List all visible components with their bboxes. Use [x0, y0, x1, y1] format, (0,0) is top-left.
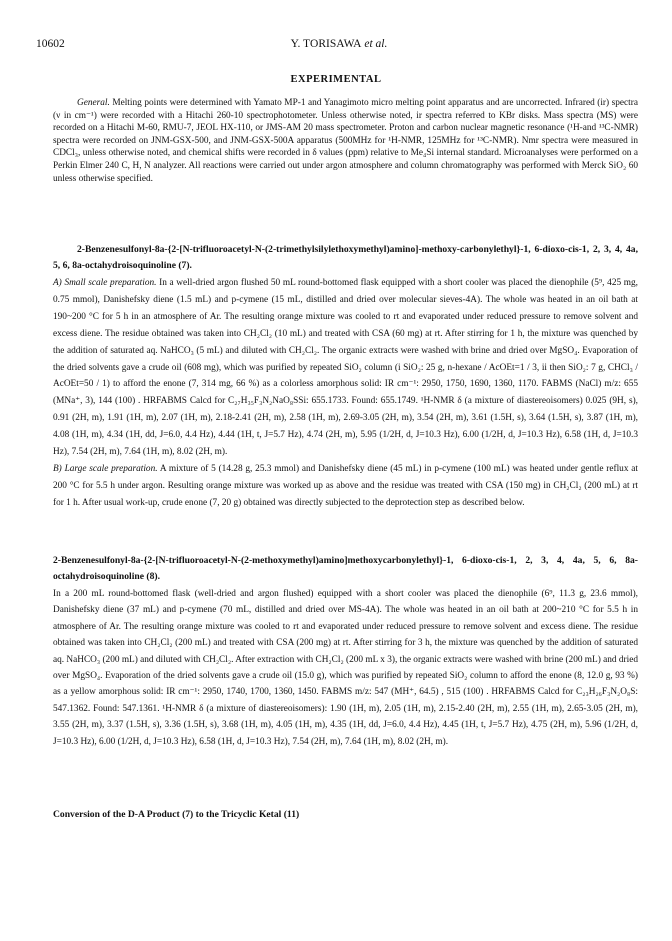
running-head	[36, 38, 642, 52]
author-running-head	[36, 38, 642, 50]
author-suffix: et al.	[361, 38, 388, 50]
general-text: Melting points were determined with Yamato MP-1 and Yanagimoto micro melting point apparatus and are uncorrected. Infrared (ir) spectra (ν in cm⁻¹) were recorded with a Hitachi 260-10 spectrophotometer. Unless otherwise noted, ir spectra referred to KBr disks. Mass spectra (MS) were recorded on a Hitachi M-60, RMU-7, JEOL HX-110, or JMS-AM 20 mass spectrometer. Proton and carbon nuclear magnetic resonance (¹H-and ¹³C-NMR) spectra were recorded on JNM-GSX-500, and JNM-GSX-500A apparatus (500MHz for ¹H-NMR, 125MHz for ¹³C-NMR). Nmr spectra were measured in CDCl₃, unless otherwise noted, and chemical shifts were recorded in δ values (ppm) relative to Me₄Si internal standard. Microanalyses were performed on a Perkin Elmer 240 C, H, N analyzer. All reactions were carried out under argon atmosphere and column chromatography was performed with Merck SiO₂ 60 unless otherwise specified.	[53, 98, 638, 184]
author-prefix: Y. T	[290, 38, 311, 50]
compound-8-procedure: In a 200 mL round-bottomed flask (well-dried and argon flushed) equipped with a short cooler was placed the dienophile (6⁹, 11.3 g, 23.6 mmol), Danishefsky diene (37 mL) and p-cymene (70 mL, distilled and dried over MS-4A). The whole was heated in an oil bath at 200~210 °C for 5.5 h in atmosphere of Ar. The resulting orange mixture was cooled to rt and evaporated under reduced pressure to remove solvent and excess diene. The residue obtained was taken into CH₂Cl₂ (200 mL) and treated with CSA (200 mg) at rt. After stirring for 3 h, the mixture was quenched by the addition of saturated aq. NaHCO₃ (200 mL) and diluted with CH₂Cl₂. After extraction with CH₂Cl₂ (200 mL x 3), the organic extracts were washed with brine (200 mL) and dried over MgSO₄. Evaporation of the dried solvents gave a crude oil (15.0 g), which was purified by repeated SiO₂ column to afford the enone (8, 12.0 g, 93 %) as a yellow amorphous solid: IR cm⁻¹: 2950, 1740, 1700, 1360, 1450. FABMS m/z: 547 (MH⁺, 64.5) , 515 (100) . HRFABMS Calcd for C₂₃H₂₆F₃N₂O₈S: 547.1362. Found: 547.1361. ¹H-NMR δ (a mixture of diastereoisomers): 1.90 (1H, m), 2.05 (1H, m), 2.15-2.40 (2H, m), 2.55 (1H, m), 2.65-3.05 (2H, m), 3.55 (2H, m), 3.37 (1.5H, s), 3.36 (1.5H, s), 3.68 (1H, m), 4.05 (1H, m), 4.35 (1H, dd, J=6.0, 4.4 Hz), 4.45 (1H, t, J=5.7 Hz), 4.75 (2H, m), 5.96 (1/2H, d, J=10.3 Hz), 6.00 (1/2H, d, J=10.3 Hz), 6.58 (1H, d, J=10.3 Hz), 7.54 (2H, m), 7.64 (1H, m), 8.02 (2H, m).	[53, 589, 638, 747]
compound-7-heading: 2-Benzenesulfonyl-8a-{2-[N-trifluoroacetyl-N-(2-trimethylsilylethoxymethyl)amino]-methoxy-carbonylethyl}-1, 6-dioxo-cis-1, 2, 3, 4, 4a, 5, 6, 8a-octahydroisoquinoline (7).	[53, 244, 638, 271]
small-scale-text: In a well-dried argon flushed 50 mL round-bottomed flask equipped with a short cooler was placed the dienophile (5⁹, 425 mg, 0.75 mmol), Danishefsky diene (1.5 mL) and p-cymene (15 mL, distilled and dried over molecular sieves-4A). The whole was heated in an oil bath at 190~200 °C for 5 h in an atmosphere of Ar. The resulting orange mixture was cooled to rt and evaporated under reduced pressure to remove solvent and excess diene. The residue obtained was taken into CH₂Cl₂ (10 mL) and treated with CSA (60 mg) at rt. After stirring for 1 h, the mixture was quenched by the addition of saturated aq. NaHCO₃ (5 mL) and diluted with CH₂Cl₂. The organic extracts were washed with brine and dried over MgSO₄. Evaporation of the dried solvents gave a crude oil (608 mg), which was purified by repeated SiO₂ column (i SiO₂: 25 g, n-hexane / AcOEt=1 / 3, ii then SiO₂: 7 g, CHCl₃ / AcOEt=50 / 1) to afford the enone (7, 314 mg, 66 %) as a colorless amorphous solid: IR cm⁻¹: 2950, 1750, 1690, 1360, 1170. FABMS (NaCl) m/z: 655 (MNa⁺, 3), 144 (100) . HRFABMS Calcd for C₂₇H₃₅F₃N₂NaO₈SSi: 655.1733. Found: 655.1749. ¹H-NMR δ (a mixture of diastereoisomers) 0.025 (9H, s), 0.91 (2H, m), 1.91 (1H, m), 2.07 (1H, m), 2.18-2.41 (2H, m), 2.58 (1H, m), 2.69-3.05 (2H, m), 3.54 (2H, m), 3.61 (1.5H, s), 3.64 (1.5H, s), 3.87 (1H, m), 4.08 (1H, m), 4.34 (1H, dd, J=6.0, 4.4 Hz), 4.44 (1H, t, J=5.7 Hz), 4.74 (2H, m), 5.95 (1/2H, d, J=10.3 Hz), 6.00 (1/2H, d, J=10.3 Hz), 6.58 (1H, d, J=10.3 Hz), 7.54 (2H, m), 7.64 (1H, m), 8.02 (2H, m).	[53, 278, 638, 458]
large-scale-lead: B) Large scale preparation.	[53, 463, 158, 474]
small-scale-lead: A) Small scale preparation.	[53, 278, 157, 288]
compound-8-heading: 2-Benzenesulfonyl-8a-{2-[N-trifluoroacetyl-N-(2-methoxymethyl)amino]methoxycarbonylethyl}-1, 6-dioxo-cis-1, 2, 3, 4, 4a, 5, 6, 8a-octahydroisoquinoline (8).	[53, 555, 638, 582]
author-smallcaps: ORISAWA	[310, 38, 362, 50]
general-lead: General.	[77, 98, 110, 108]
section-title: EXPERIMENTAL	[290, 74, 382, 85]
compound-11-heading: Conversion of the D-A Product (7) to the Tricyclic Ketal (11)	[53, 809, 300, 820]
compound-7-procedure	[53, 275, 638, 512]
large-scale-text: A mixture of 5 (14.28 g, 25.3 mmol) and Danishefsky diene (45 mL) in p-cymene (100 mL) was heated under gentle reflux at 200 °C for 5.5 h under argon. Resulting orange mixture was worked up as above and the residue was treated with CSA (150 mg) in CH₂Cl₂ (200 mL) at rt for 1 h. After usual work-up, crude enone (7, 20 g) obtained was directly subjected to the deprotection step as described below.	[53, 463, 638, 508]
general-paragraph	[53, 97, 638, 185]
page-number: 10602	[36, 38, 65, 50]
